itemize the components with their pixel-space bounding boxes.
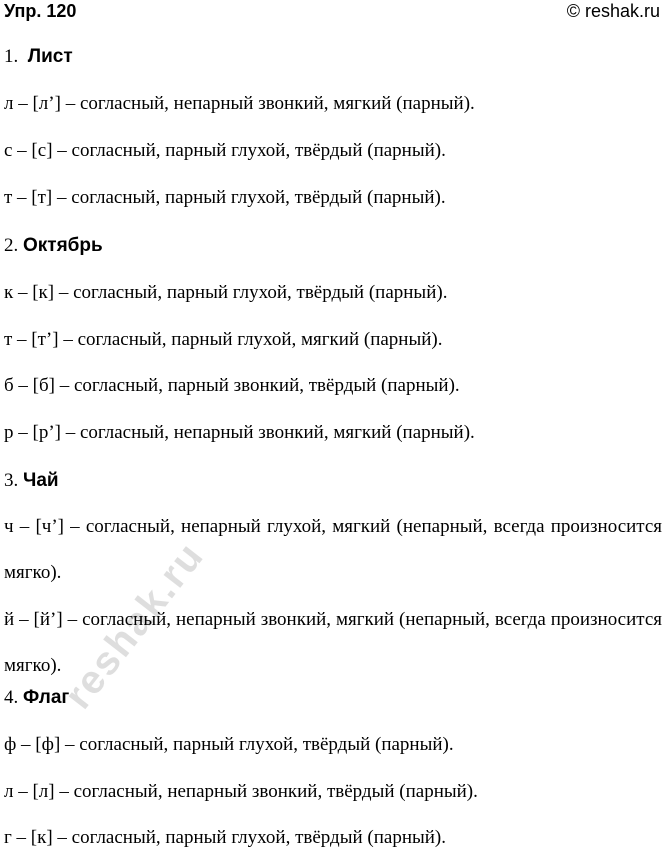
- section-number: 2.: [4, 235, 19, 256]
- page-header: [0, 0, 666, 24]
- section-word: Флаг: [23, 687, 70, 708]
- analysis-line: т – [т] – согласный, парный глухой, твёрдый (парный).: [4, 187, 446, 208]
- section-word: Лист: [27, 46, 73, 67]
- section-word: Октябрь: [23, 235, 103, 256]
- analysis-line: г – [к] – согласный, парный глухой, твёрдый (парный).: [4, 827, 447, 848]
- analysis-line: л – [л] – согласный, непарный звонкий, твёрдый (парный).: [4, 781, 478, 802]
- section-number: 3.: [4, 470, 19, 491]
- section-heading-1: [4, 45, 73, 69]
- watermark-logo: reshak.ru: [56, 533, 213, 718]
- section-number: 4.: [4, 687, 19, 708]
- site-copyright: © reshak.ru: [566, 1, 660, 21]
- analysis-paragraph: ч – [ч’] – согласный, непарный глухой, мягкий (непарный, всегда произносится мягко).: [4, 516, 662, 583]
- section-heading-2: [4, 234, 103, 258]
- analysis-line: с – [с] – согласный, парный глухой, твёрдый (парный).: [4, 140, 446, 161]
- section-number: 1.: [4, 46, 19, 67]
- section-heading-3: [4, 469, 59, 493]
- analysis-line: т – [т’] – согласный, парный глухой, мягкий (парный).: [4, 329, 443, 350]
- analysis-line: ф – [ф] – согласный, парный глухой, твёрдый (парный).: [4, 734, 454, 755]
- analysis-line: б – [б] – согласный, парный звонкий, твёрдый (парный).: [4, 375, 460, 396]
- section-word: Чай: [23, 470, 59, 491]
- exercise-title: Упр. 120: [4, 1, 77, 21]
- analysis-paragraph: й – [й’] – согласный, непарный звонкий, мягкий (непарный, всегда произносится мягко).: [4, 609, 662, 676]
- analysis-line: р – [р’] – согласный, непарный звонкий, мягкий (парный).: [4, 422, 475, 443]
- section-heading-4: [4, 686, 69, 710]
- analysis-line: к – [к] – согласный, парный глухой, твёрдый (парный).: [4, 282, 448, 303]
- analysis-line: л – [л’] – согласный, непарный звонкий, мягкий (парный).: [4, 93, 475, 114]
